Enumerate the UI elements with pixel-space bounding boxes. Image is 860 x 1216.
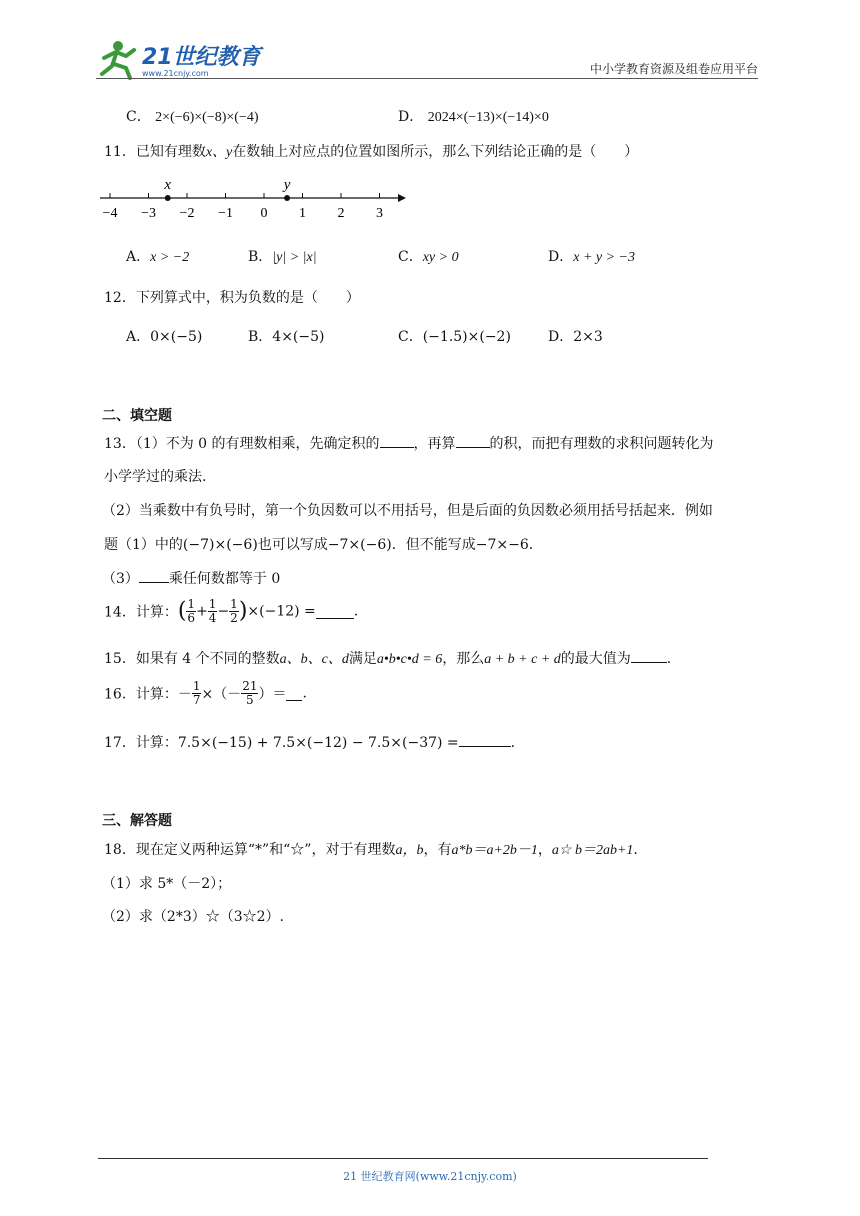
runner-icon [102, 41, 134, 78]
q18-part2: （2）求（2*3）☆（3☆2）. [102, 909, 284, 925]
q15: 15．如果有 4 个不同的整数a、b、c、d满足a•b•c•d = 6，那么a + b + c + d的最大值为 . [104, 648, 671, 668]
header-divider [96, 78, 758, 79]
svg-text:21世纪教育: 21世纪教育 [142, 45, 261, 70]
tick-label: −2 [179, 206, 195, 221]
q11-option-c: C．xy > 0 [398, 249, 459, 265]
point-y [284, 195, 290, 201]
q13-part3: （3） 乘任何数都等于 0 [102, 568, 280, 588]
tick-label: 2 [337, 206, 345, 221]
answer-blank [139, 568, 169, 583]
q12-stem: 12．下列算式中，积为负数的是（ ） [104, 290, 360, 306]
q12-option-a: A．0×(−5) [126, 329, 203, 345]
tick-label: −3 [141, 206, 156, 221]
q17: 17．计算：7.5×(−15) + 7.5×(−12) − 7.5×(−37) = . [104, 732, 515, 752]
answer-blank [316, 604, 354, 619]
answer-blank [459, 732, 511, 747]
q11-option-d: D．x + y > −3 [548, 249, 636, 265]
point-x [165, 195, 171, 201]
q10-option-d: D． 2024×(−13)×(−14)×0 [398, 109, 549, 125]
platform-name: 中小学教育资源及组卷应用平台 [589, 62, 758, 76]
answer-blank [631, 648, 667, 663]
q16: 16．计算：－ $\frac{1}{7}$ ×（－ $\frac{21}{5}$ ）＝ . [104, 679, 307, 707]
svg-text:www.21cnjy.com: www.21cnjy.com [142, 69, 209, 78]
tick-label: 0 [260, 206, 268, 221]
q12-option-c: C．(−1.5)×(−2) [398, 329, 511, 345]
q18-part1: （1）求 5*（－2）； [102, 876, 232, 892]
arrow-right-icon [398, 194, 406, 202]
tick-label: 3 [376, 206, 383, 221]
q12-option-b: B．4×(−5) [248, 329, 325, 345]
answer-blank [380, 433, 414, 448]
q14: 14．计算：( $\frac{1}{6}$ + $\frac{1}{4}$ − $\frac{1}{2}$ )×(−12) = . [104, 597, 359, 625]
answer-blank [456, 433, 490, 448]
number-line [96, 172, 416, 226]
tick-label: 1 [299, 206, 306, 221]
answer-blank [286, 686, 302, 701]
site-logo [96, 36, 266, 80]
section-title-answer: 三、解答题 [102, 813, 172, 829]
q13-part1-cont: 小学学过的乘法. [104, 469, 207, 485]
footer-divider [98, 1158, 708, 1159]
q11-option-b: B．|y| > |x| [248, 249, 317, 265]
footer-link[interactable]: 21 世纪教育网(www.21cnjy.com) [343, 1170, 517, 1183]
tick-label: −4 [102, 206, 118, 221]
q13-part2-cont: 题（1）中的(−7)×(−6)也可以写成−7×(−6)．但不能写成−7×−6． [104, 537, 543, 553]
q10-option-c: C． 2×(−6)×(−8)×(−4) [126, 109, 259, 125]
q18-stem: 18．现在定义两种运算“*”和“☆”，对于有理数a，b，有a*b＝a+2b－1，a☆ b＝2ab+1. [104, 842, 638, 858]
q13-part1: 13．（1）不为 0 的有理数相乘，先确定积的 ，再算 的积，而把有理数的求积问题转化为 [104, 433, 714, 453]
point-label-y: y [283, 177, 291, 193]
point-label-x: x [164, 177, 172, 193]
q11-stem: 11．已知有理数x、y在数轴上对应点的位置如图所示，那么下列结论正确的是（ ） [104, 144, 639, 160]
q11-option-a: A．x > −2 [126, 249, 190, 265]
tick-label: −1 [218, 206, 233, 221]
q13-part2: （2）当乘数中有负号时，第一个负因数可以不用括号，但是后面的负因数必须用括号括起来．例如 [102, 503, 713, 519]
section-title-fill-in: 二、填空题 [102, 408, 172, 424]
q12-option-d: D．2×3 [548, 329, 603, 345]
